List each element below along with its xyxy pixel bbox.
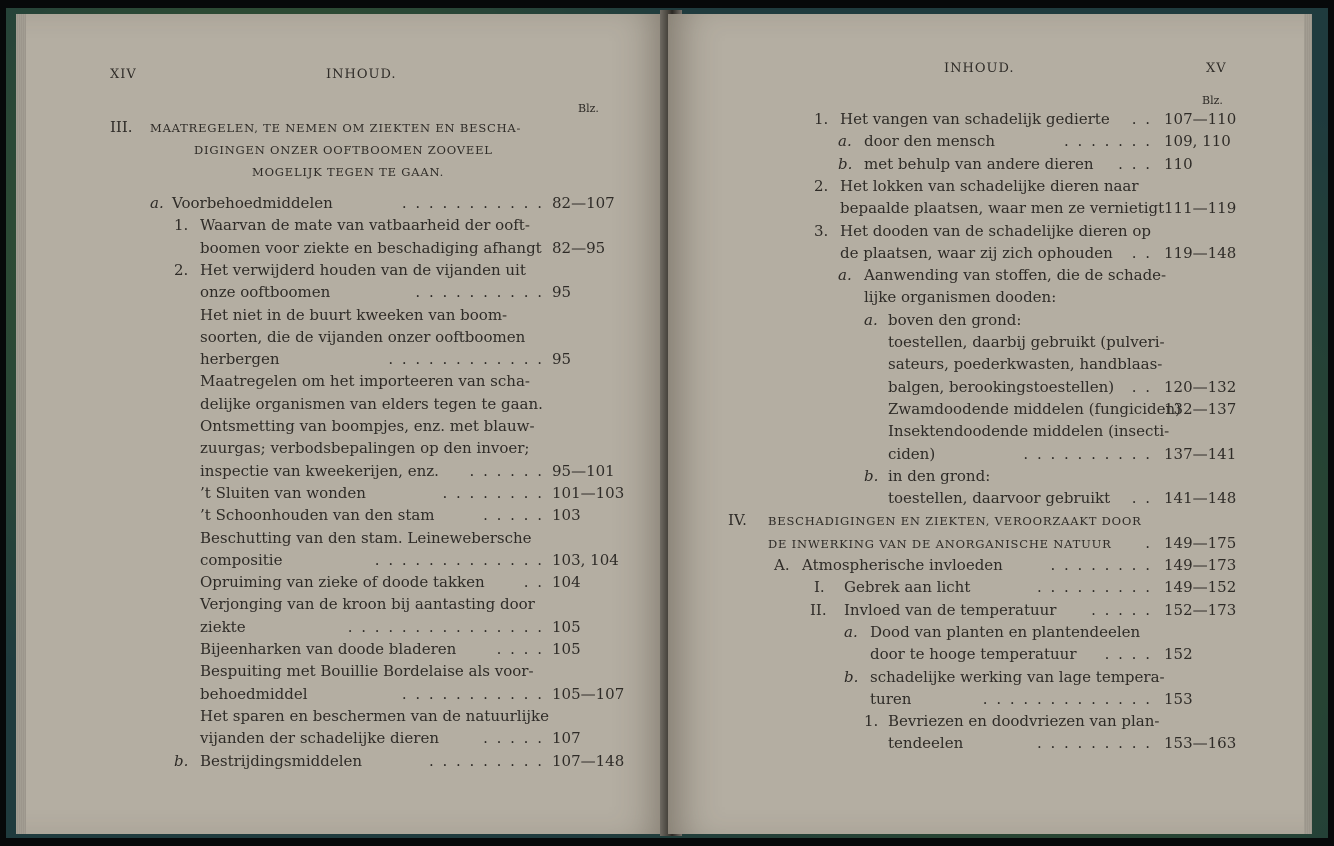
entry-page-ref: 149—152 [1164,578,1237,597]
page-number: XV [1206,61,1227,76]
entry-leader-dots: . . . . . . . . . . [415,283,544,302]
entry-text: Zwamdoodende middelen (fungiciden) [888,399,1181,418]
entry-text: tendeelen [888,734,964,753]
entry-leader-dots: . . . . . . . . . . . . . . . [347,617,544,636]
entry-label: a. [838,266,852,285]
entry-text: compositie [200,550,283,569]
entry-text: ’t Sluiten van wonden [200,483,366,502]
entry-leader-dots: . . . . . . . . . . . . . [982,689,1152,708]
entry-page-ref: 149—173 [1164,556,1237,574]
entry-text: Ontsmetting van boompjes, enz. met blauw- [200,417,535,435]
entry-text: boomen voor ziekte en beschadiging afhangt [200,238,542,257]
entry-label: b. [864,466,879,485]
entry-text: Invloed van de temperatuur [844,600,1057,619]
entry-text: inspectie van kweekerijen, enz. [200,461,439,480]
entry-leader-dots: . . . . . [1091,600,1152,619]
entry-text: Bestrijdingsmiddelen [200,751,363,770]
entry-text: soorten, die de vijanden onzer ooftboomen [200,327,526,346]
entry-label: 2. [814,176,829,195]
entry-text: de plaatsen, waar zij zich ophouden [840,243,1113,262]
entry-leader-dots: . . . . . . . . . . . [401,194,544,212]
blz-label: Blz. [1202,94,1223,107]
entry-label: I. [814,578,825,597]
entry-text: ziekte [200,617,246,636]
entry-page-ref: 120—132 [1164,377,1237,396]
right-page [668,14,1304,834]
entry-text: lijke organismen dooden: [864,288,1057,307]
entry-text: Maatregelen om het importeeren van scha- [200,372,530,391]
entry-leader-dots: . . . . . . . [1064,132,1152,151]
entry-text: Bespuiting met Bouillie Bordelaise als voor- [200,662,534,681]
entry-page-ref: 137—141 [1164,444,1237,463]
entry-text: vijanden der schadelijke dieren [200,729,439,748]
entry-text: door den mensch [864,132,996,151]
entry-page-ref: 152 [1164,645,1193,664]
entry-leader-dots: . . [1131,489,1152,508]
page-number: XIV [110,67,137,82]
entry-text: BESCHADIGINGEN EN ZIEKTEN, VEROORZAAKT DOOR [768,514,1142,529]
entry-text: DE INWERKING VAN DE ANORGANISCHE NATUUR [768,536,1112,551]
entry-page-ref: 95 [552,350,572,369]
entry-leader-dots: . . . . . . . . . [1036,734,1152,753]
entry-leader-dots: . . [523,573,544,592]
entry-page-ref: 109, 110 [1164,132,1231,151]
running-header: INHOUD. [326,67,397,82]
entry-text: onze ooftboomen [200,283,331,302]
entry-page-ref: 141—148 [1164,489,1237,508]
left-page [26,14,666,834]
entry-text: door te hooge temperatuur [870,645,1077,664]
entry-label: 1. [864,712,879,731]
entry-page-ref: 105—107 [552,684,625,703]
entry-text: Opruiming van zieke of doode takken [200,573,485,592]
entry-text: behoedmiddel [200,684,308,703]
entry-label: II. [810,600,827,619]
entry-leader-dots: . . . . . . . . [1050,556,1152,574]
entry-page-ref: 82—95 [552,238,606,257]
entry-text: herbergen [200,350,280,369]
entry-leader-dots: . . . . . . . . . . [1023,444,1152,463]
entry-text: Het vangen van schadelijk gedierte [840,110,1110,128]
entry-text: Het verwijderd houden van de vijanden uit [200,260,526,279]
entry-page-ref: 107—148 [552,751,625,770]
entry-leader-dots: . . . . . . . . . . . . [388,350,544,369]
entry-text: zuurgas; verbodsbepalingen op den invoer; [200,439,530,458]
section-title-line: MOGELIJK TEGEN TE GAAN. [252,165,445,179]
entry-text: schadelijke werking van lage tempera- [870,667,1165,686]
entry-page-ref: 132—137 [1164,399,1237,418]
entry-text: bepaalde plaatsen, waar men ze vernietigt [840,199,1165,218]
entry-leader-dots: . . . . . . . . . [1036,578,1152,597]
entry-leader-dots: . . . . . . . . . [428,751,544,770]
entry-page-ref: 103 [552,506,581,525]
entry-leader-dots: . . . . . [483,506,544,525]
entry-text: turen [870,689,912,708]
entry-label: a. [150,194,164,212]
entry-text: Bijeenharken van doode bladeren [200,640,457,658]
section-numeral: III. [110,118,133,136]
entry-text: Insektendoodende middelen (insecti- [888,422,1170,441]
entry-label: A. [774,556,790,574]
entry-text: met behulp van andere dieren [864,154,1094,173]
entry-leader-dots: . . . . . . . . [442,483,544,502]
entry-label: 1. [814,110,829,128]
entry-leader-dots: . . . [1118,154,1152,173]
entry-leader-dots: . . . . [1104,645,1152,664]
entry-page-ref: 95 [552,283,572,302]
entry-text: delijke organismen van elders tegen te gaan. [200,394,543,413]
entry-label: 1. [174,216,189,235]
entry-text: Beschutting van den stam. Leinewebersche [200,528,532,547]
entry-label: b. [174,751,189,770]
entry-leader-dots: . [1145,533,1152,552]
entry-page-ref: 105 [552,617,581,636]
running-header: INHOUD. [944,61,1015,76]
entry-text: Dood van planten en plantendeelen [870,622,1141,641]
entry-page-ref: 82—107 [552,194,615,212]
left-page-edges [16,14,26,834]
entry-text: Voorbehoedmiddelen [172,194,333,212]
entry-leader-dots: . . [1131,243,1152,262]
entry-leader-dots: . . . . . . . . . . . [401,684,544,703]
entry-text: Het dooden van de schadelijke dieren op [840,221,1151,240]
entry-leader-dots: . . [1131,110,1152,128]
entry-page-ref: 110 [1164,154,1193,173]
entry-text: boven den grond: [888,310,1022,329]
entry-label: a. [838,132,852,151]
entry-page-ref: 104 [552,573,581,592]
section-title-line: DIGINGEN ONZER OOFTBOOMEN ZOOVEEL [194,143,493,157]
entry-text: toestellen, daarvoor gebruikt [888,489,1111,508]
entry-text: Waarvan de mate van vatbaarheid der ooft- [200,216,530,235]
entry-text: Het niet in de buurt kweeken van boom- [200,305,508,324]
entry-leader-dots: . . . . . . . . . . . . . [374,550,544,569]
entry-text: Gebrek aan licht [844,578,971,597]
entry-page-ref: 153—163 [1164,734,1237,753]
entry-text: toestellen, daarbij gebruikt (pulveri- [888,333,1165,351]
section-title-line: MAATREGELEN, TE NEMEN OM ZIEKTEN EN BESCHA- [150,121,522,135]
entry-leader-dots: . . . . . [483,729,544,748]
entry-label: 2. [174,260,189,279]
entry-page-ref: 95—101 [552,461,615,480]
entry-page-ref: 107 [552,729,581,748]
entry-label: 3. [814,221,829,240]
entry-text: Atmospherische invloeden [802,556,1003,574]
entry-page-ref: 119—148 [1164,243,1237,262]
entry-page-ref: 101—103 [552,483,625,502]
entry-text: Aanwending van stoffen, die de schade- [864,266,1167,285]
entry-page-ref: 152—173 [1164,600,1237,619]
entry-page-ref: 107—110 [1164,110,1237,128]
entry-page-ref: 111—119 [1164,199,1237,218]
entry-text: Het lokken van schadelijke dieren naar [840,176,1139,195]
entry-text: Het sparen en beschermen van de natuurlijke [200,706,550,725]
entry-label: IV. [728,511,747,530]
blz-label: Blz. [578,102,599,115]
entry-page-ref: 103, 104 [552,550,619,569]
entry-text: Verjonging van de kroon bij aantasting door [200,595,535,614]
entry-page-ref: 153 [1164,689,1193,708]
entry-page-ref: 105 [552,640,581,658]
entry-text: ’t Schoonhouden van den stam [200,506,435,525]
entry-label: b. [844,667,859,686]
entry-label: a. [864,310,878,329]
entry-leader-dots: . . . . . . [469,461,544,480]
entry-leader-dots: . . [1131,377,1152,396]
entry-text: ciden) [888,444,936,463]
entry-label: a. [844,622,858,641]
entry-text: in den grond: [888,466,991,485]
entry-text: Bevriezen en doodvriezen van plan- [888,712,1160,731]
entry-text: sateurs, poederkwasten, handblaas- [888,355,1163,374]
entry-text: balgen, berookingstoestellen) [888,377,1115,396]
entry-page-ref: 149—175 [1164,533,1237,552]
entry-leader-dots: . . . . [496,640,544,658]
entry-label: b. [838,154,853,173]
